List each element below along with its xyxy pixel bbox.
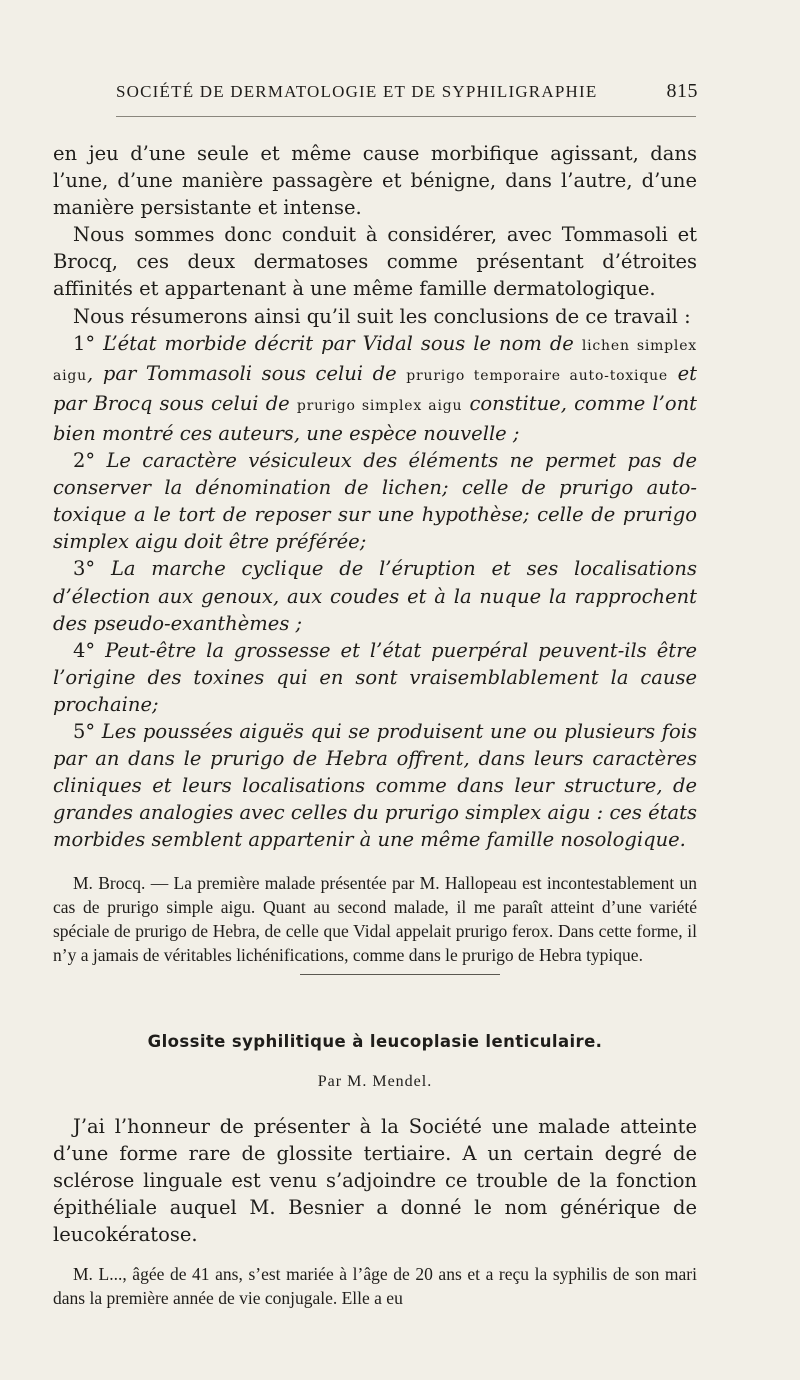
conclusion-4-number: 4° bbox=[73, 638, 106, 662]
article-paragraph-1: J’ai l’honneur de présenter à la Société une malade atteinte d’une forme rare de glossite tertiaire. A un certain degré de sclérose linguale est venu s’adjoindre ce trouble de la fonction épithéliale auquel M. Besnier a donné le nom générique de leucokératose. bbox=[53, 1115, 697, 1247]
conclusion-3 bbox=[53, 555, 697, 636]
remark-speaker: M. Brocq. bbox=[73, 873, 146, 894]
conclusion-4-text: Peut-être la grossesse et l’état puerpéral peuvent-ils être l’origine des toxines qui en sont vraisemblablement la cause prochaine; bbox=[53, 638, 697, 716]
article-body bbox=[53, 1113, 697, 1310]
conclusion-1-text-a: L’état morbide décrit par Vidal sous le nom de bbox=[103, 331, 582, 355]
conclusion-2 bbox=[53, 447, 697, 555]
term-prurigo-simplex: prurigo simplex aigu bbox=[296, 397, 463, 414]
paragraph-3: Nous résumerons ainsi qu’il suit les conclusions de ce travail : bbox=[73, 304, 691, 328]
article-section bbox=[53, 1032, 697, 1310]
term-lichen-simplex: lichen simplex aigu bbox=[53, 337, 697, 384]
paragraph-1: en jeu d’une seule et même cause morbifique agissant, dans l’une, d’une manière passagère et bénigne, dans l’autre, d’une manière persistante et intense. bbox=[53, 142, 697, 220]
conclusion-1-number: 1° bbox=[73, 331, 104, 355]
conclusion-1-text-c: , par Tommasoli sous celui de bbox=[87, 361, 407, 385]
conclusion-2-number: 2° bbox=[73, 449, 107, 473]
conclusion-5 bbox=[53, 718, 697, 853]
conclusion-1-text-e: et par Brocq sous celui de bbox=[53, 361, 698, 415]
running-title: SOCIÉTÉ DE DERMATOLOGIE ET DE SYPHILIGRAPHIE bbox=[116, 82, 598, 101]
conclusion-2-text: Le caractère vésiculeux des éléments ne permet pas de conserver la dénomination de lichen; celle de prurigo auto-toxique a le tort de reposer sur une hypothèse; celle de prurigo simplex aigu doit être préférée; bbox=[53, 449, 697, 554]
conclusion-4 bbox=[53, 637, 697, 718]
main-text bbox=[53, 140, 697, 967]
conclusion-1-text-g: constitue, comme l’ont bien montré ces auteurs, une espèce nouvelle ; bbox=[53, 391, 697, 445]
page-number: 815 bbox=[666, 80, 698, 102]
article-author: Par M. Mendel. bbox=[317, 1073, 433, 1090]
header-rule bbox=[116, 116, 696, 117]
article-paragraph-2: M. L..., âgée de 41 ans, s’est mariée à l’âge de 20 ans et a reçu la syphilis de son mari dans la première année de vie conjugale. Elle a eu bbox=[53, 1264, 697, 1309]
conclusion-1 bbox=[53, 330, 697, 447]
remark-text: — La première malade présentée par M. Hallopeau est incontestablement un cas de prurigo simple aigu. Quant au second malade, il me paraît atteint d’une variété spéciale de prurigo de Hebra, de celle que Vidal appelait prurigo ferox. Dans cette forme, il n’y a jamais de véritables lichénifications, comme dans le prurigo de Hebra typique. bbox=[53, 873, 698, 966]
term-prurigo-temporaire: prurigo temporaire auto-toxique bbox=[406, 367, 668, 384]
brocq-remark bbox=[53, 871, 697, 967]
conclusion-5-text: Les poussées aiguës qui se produisent une ou plusieurs fois par an dans le prurigo de Hebra offrent, dans leurs caractères cliniques et leurs localisations comme dans leur structure, de grandes analogies avec celles du prurigo simplex aigu : ces états morbides semblent appartenir à une même famille nosologique. bbox=[53, 719, 697, 852]
section-separator bbox=[300, 974, 500, 975]
article-title: Glossite syphilitique à leucoplasie lenticulaire. bbox=[147, 1032, 603, 1051]
paragraph-2: Nous sommes donc conduit à considérer, avec Tommasoli et Brocq, ces deux dermatoses comme présentant d’étroites affinités et appartenant à une même famille dermatologique. bbox=[53, 223, 697, 301]
conclusion-5-number: 5° bbox=[73, 719, 102, 743]
running-header bbox=[116, 80, 698, 103]
conclusion-3-text: La marche cyclique de l’éruption et ses localisations d’élection aux genoux, aux coudes et à la nuque la rapprochent des pseudo-exanthèmes ; bbox=[53, 557, 697, 635]
conclusion-3-number: 3° bbox=[73, 557, 111, 581]
